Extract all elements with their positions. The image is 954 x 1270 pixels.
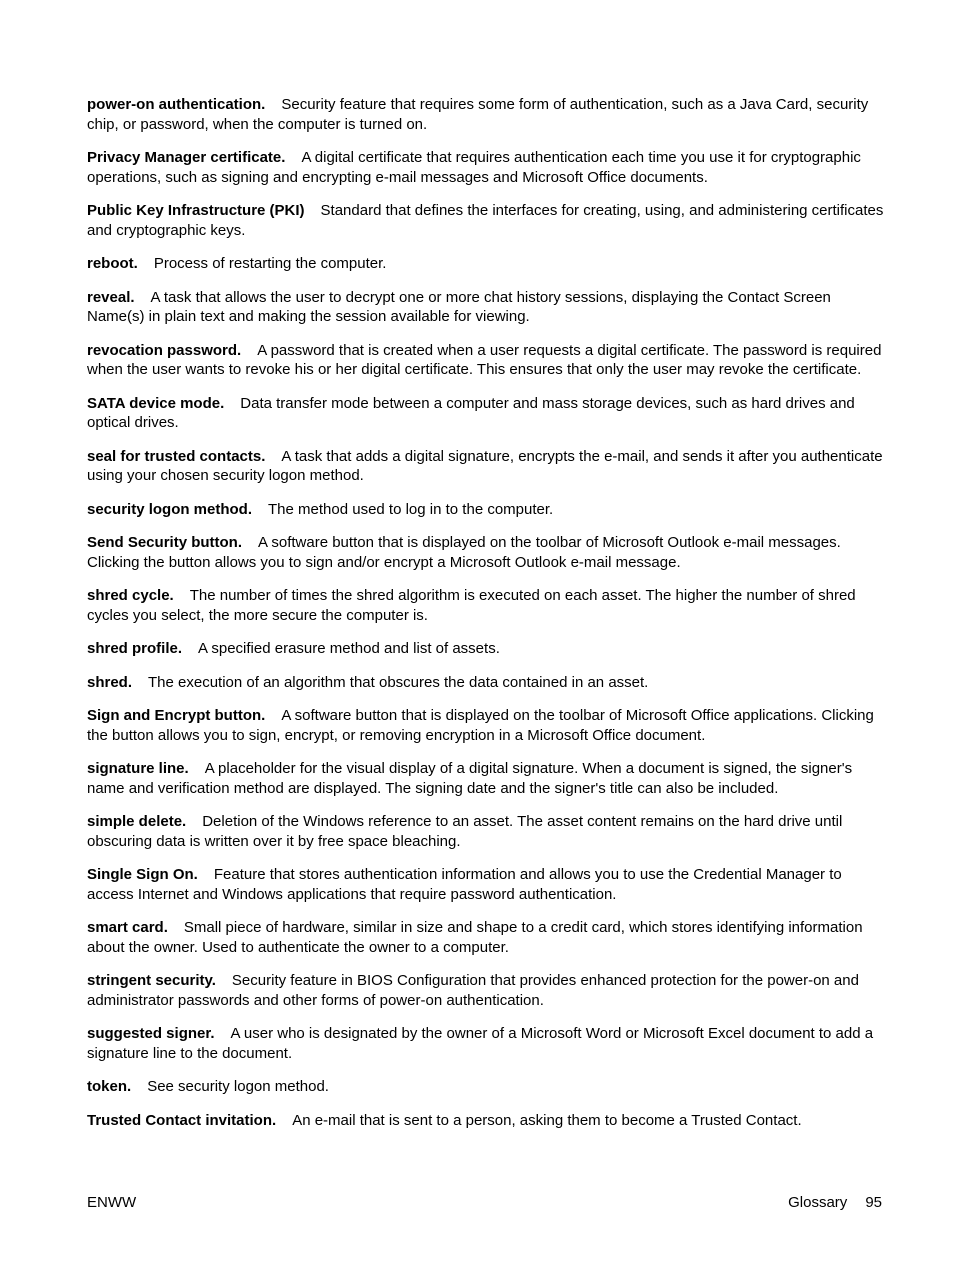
glossary-entry (87, 1024, 884, 1063)
glossary-definition: Standard that defines the interfaces for creating, using, and administering certificates and cryptographic keys. (87, 202, 884, 239)
glossary-definition: Process of restarting the computer. (153, 255, 387, 272)
glossary-definition: Deletion of the Windows reference to an asset. The asset content remains on the hard drive until obscuring data is written over it by free space bleaching. (87, 813, 843, 850)
glossary-term: stringent security. (87, 972, 216, 989)
glossary-term: suggested signer. (87, 1025, 215, 1042)
glossary-list (87, 95, 884, 1144)
glossary-definition: A task that allows the user to decrypt one or more chat history sessions, displaying the Contact Screen Name(s) in plain text and making the session available for viewing. (87, 288, 831, 325)
glossary-definition: An e-mail that is sent to a person, asking them to become a Trusted Contact. (292, 1111, 802, 1129)
glossary-entry (87, 95, 884, 134)
glossary-entry (87, 341, 884, 380)
glossary-definition: A placeholder for the visual display of a digital signature. When a document is signed, the signer's name and verification method are displayed. The signing date and the signer's title can also be included. (87, 760, 853, 797)
footer-edition-code: ENWW (87, 1194, 137, 1211)
glossary-term: reboot. (87, 255, 138, 272)
glossary-term: signature line. (87, 760, 189, 777)
glossary-definition: A password that is created when a user requests a digital certificate. The password is required when the user wants to revoke his or her digital certificate. This ensures that only the user may revoke the certificate. (87, 341, 882, 378)
glossary-term: Sign and Encrypt button. (87, 707, 266, 724)
glossary-term: reveal. (87, 288, 135, 306)
glossary-term: Send Security button. (87, 534, 243, 551)
glossary-definition: Security feature that requires some form of authentication, such as a Java Card, security chip, or password, when the computer is turned on. (87, 96, 869, 133)
glossary-definition: The execution of an algorithm that obscures the data contained in an asset. (148, 673, 649, 691)
glossary-definition: Feature that stores authentication information and allows you to use the Credential Manager to access Internet and Windows applications that require password authentication. (87, 866, 842, 903)
glossary-entry (87, 148, 884, 187)
page-number: 95 (865, 1194, 882, 1211)
glossary-entry (87, 254, 884, 274)
footer-section-page (788, 1193, 882, 1212)
footer-section-title: Glossary (788, 1194, 848, 1211)
glossary-term: shred. (87, 673, 133, 691)
glossary-term: token. (87, 1078, 132, 1095)
glossary-definition: A software button that is displayed on the toolbar of Microsoft Outlook e-mail messages. Clicking the button allows you to sign and/or encrypt a Microsoft Outlook e-mail message. (87, 534, 841, 571)
glossary-term: shred profile. (87, 640, 183, 657)
glossary-entry (87, 201, 884, 240)
glossary-entry (87, 288, 884, 327)
glossary-definition: A specified erasure method and list of assets. (198, 640, 500, 657)
glossary-term: power-on authentication. (87, 96, 266, 113)
glossary-entry (87, 1111, 884, 1131)
glossary-entry (87, 759, 884, 798)
glossary-entry (87, 394, 884, 433)
glossary-term: shred cycle. (87, 587, 174, 604)
glossary-entry (87, 812, 884, 851)
glossary-term: simple delete. (87, 813, 187, 830)
glossary-term: Privacy Manager certificate. (87, 149, 286, 166)
glossary-definition: A digital certificate that requires authentication each time you use it for cryptographic operations, such as signing and encrypting e-mail messages and Microsoft Office documents. (87, 149, 861, 186)
glossary-entry (87, 447, 884, 486)
glossary-definition: The number of times the shred algorithm is executed on each asset. The higher the number of shred cycles you select, the more secure the computer is. (87, 587, 856, 624)
glossary-entry (87, 500, 884, 520)
glossary-entry (87, 918, 884, 957)
glossary-term: Public Key Infrastructure (PKI) (87, 202, 305, 219)
glossary-entry (87, 971, 884, 1010)
glossary-term: Trusted Contact invitation. (87, 1111, 277, 1129)
glossary-entry (87, 533, 884, 572)
glossary-entry (87, 639, 884, 659)
glossary-entry (87, 673, 884, 693)
glossary-term: revocation password. (87, 341, 242, 359)
glossary-definition: A user who is designated by the owner of a Microsoft Word or Microsoft Excel document to add a signature line to the document. (87, 1025, 874, 1062)
glossary-term: Single Sign On. (87, 866, 198, 883)
glossary-definition: See security logon method. (147, 1078, 329, 1095)
glossary-term: smart card. (87, 919, 168, 936)
glossary-entry (87, 586, 884, 625)
glossary-term: security logon method. (87, 500, 253, 518)
glossary-definition: A task that adds a digital signature, encrypts the e-mail, and sends it after you authenticate using your chosen security logon method. (87, 447, 883, 484)
glossary-definition: Small piece of hardware, similar in size and shape to a credit card, which stores identifying information about the owner. Used to authenticate the owner to a computer. (87, 919, 863, 956)
glossary-entry (87, 865, 884, 904)
glossary-term: seal for trusted contacts. (87, 447, 266, 465)
glossary-definition: A software button that is displayed on the toolbar of Microsoft Office applications. Clicking the button allows you to sign, encrypt, or removing encryption in a Microsoft Office document. (87, 707, 874, 744)
glossary-term: SATA device mode. (87, 394, 225, 412)
glossary-definition: The method used to log in to the computer. (268, 500, 554, 518)
glossary-definition: Data transfer mode between a computer and mass storage devices, such as hard drives and optical drives. (87, 394, 855, 431)
glossary-entry (87, 706, 884, 745)
glossary-entry (87, 1077, 884, 1097)
glossary-definition: Security feature in BIOS Configuration that provides enhanced protection for the power-on and administrator passwords and other forms of power-on authentication. (87, 972, 859, 1009)
